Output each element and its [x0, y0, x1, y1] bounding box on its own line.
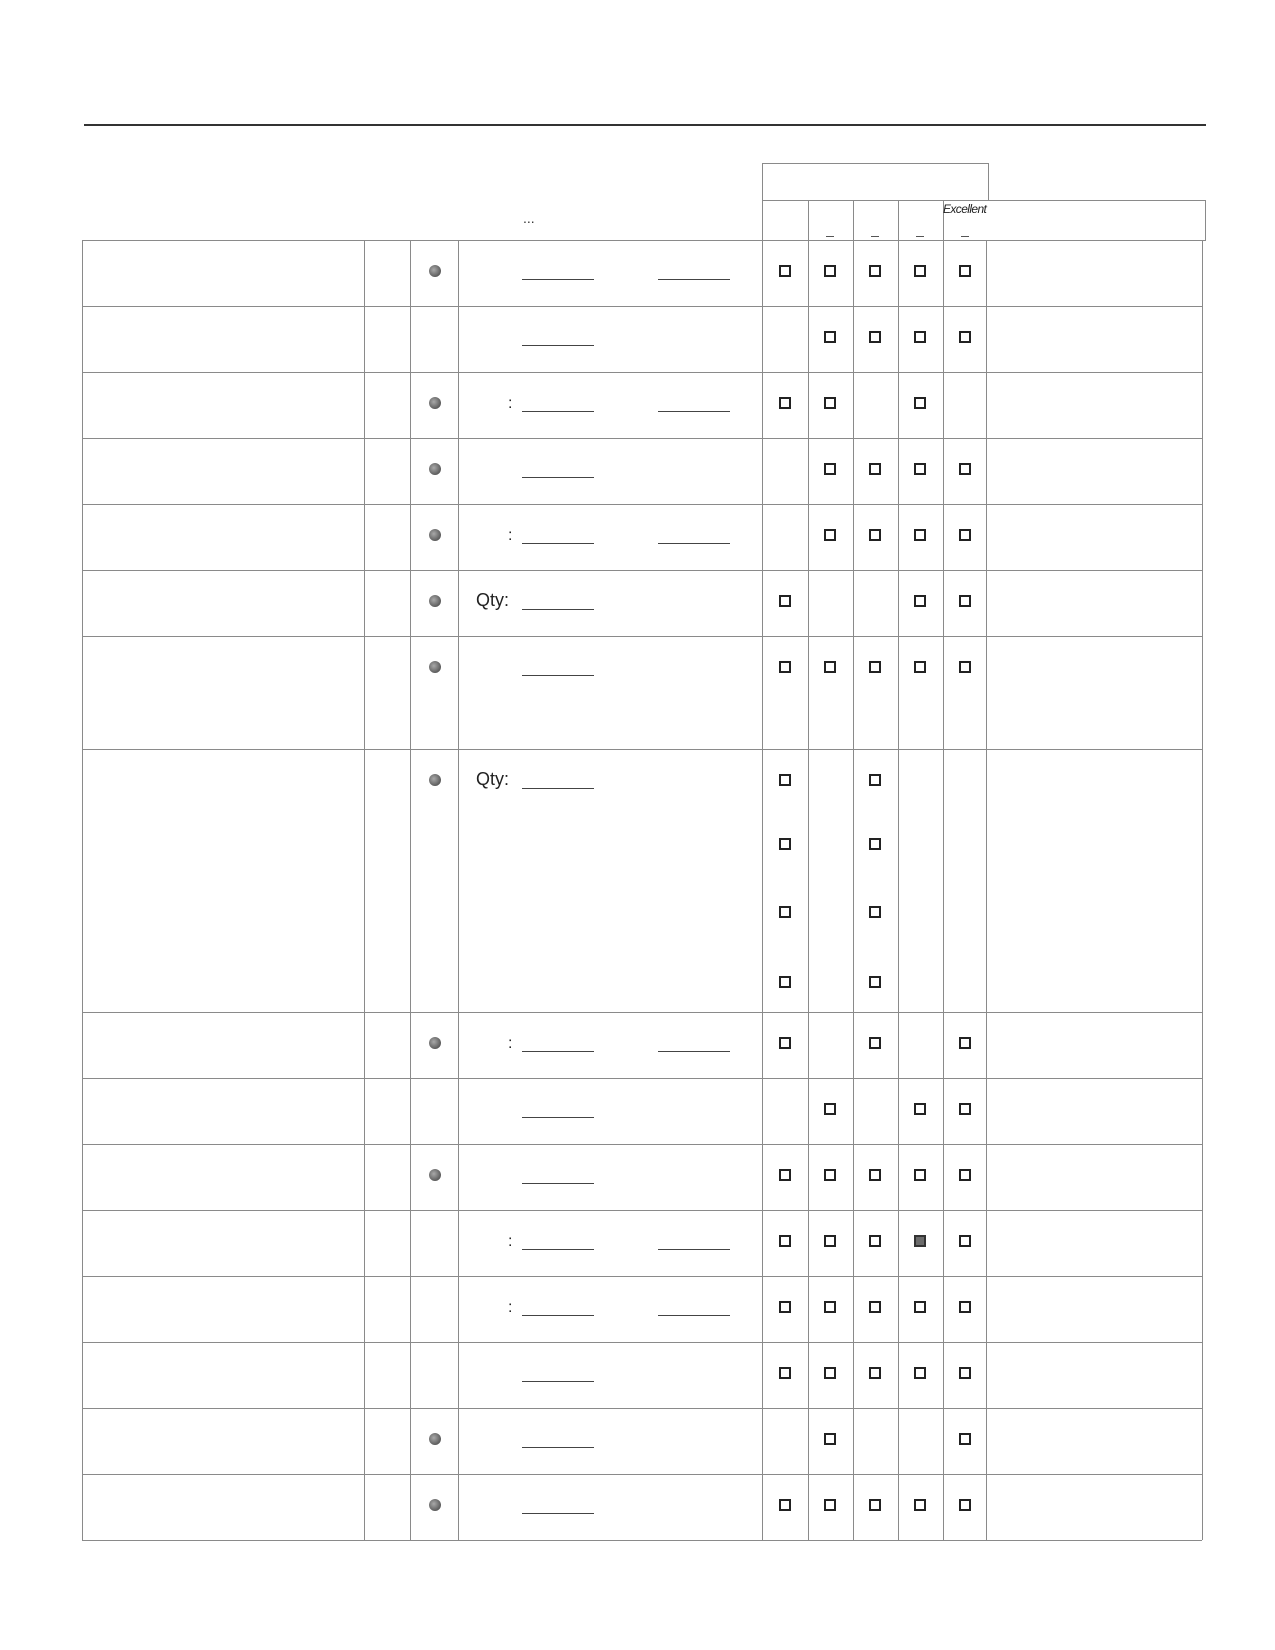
fill-blank[interactable] [522, 1513, 594, 1514]
fill-blank[interactable] [522, 1447, 594, 1448]
column-divider [986, 240, 987, 1540]
rating-checkbox[interactable] [869, 976, 881, 988]
rating-checkbox[interactable] [959, 1235, 971, 1247]
rating-checkbox[interactable] [824, 1169, 836, 1181]
rating-checkbox[interactable] [959, 1433, 971, 1445]
rating-checkbox[interactable] [914, 1301, 926, 1313]
rating-checkbox[interactable] [779, 1037, 791, 1049]
rating-checkbox[interactable] [959, 1367, 971, 1379]
rating-checkbox[interactable] [869, 906, 881, 918]
quantity-blank[interactable] [522, 788, 594, 789]
rating-checkbox[interactable] [779, 906, 791, 918]
filled-circle-marker [429, 397, 441, 409]
column-divider [898, 240, 899, 1540]
row-divider [82, 1144, 1202, 1145]
rating-checkbox[interactable] [959, 661, 971, 673]
rating-checkbox[interactable] [959, 463, 971, 475]
row-divider [82, 504, 1202, 505]
row-divider [82, 749, 1202, 750]
rating-header-tick [826, 236, 834, 237]
rating-checkbox[interactable] [869, 1037, 881, 1049]
fill-colon: : [508, 1299, 513, 1316]
rating-checkbox[interactable] [959, 1103, 971, 1115]
fill-blank[interactable] [522, 411, 594, 412]
fill-blank[interactable] [522, 1183, 594, 1184]
row-divider [82, 636, 1202, 637]
rating-checkbox[interactable] [914, 661, 926, 673]
rating-checkbox[interactable] [869, 1235, 881, 1247]
rating-checkbox[interactable] [914, 463, 926, 475]
rating-checkbox[interactable] [779, 838, 791, 850]
fill-blank[interactable] [522, 1381, 594, 1382]
rating-header-tick [961, 236, 969, 237]
fill-blank[interactable] [658, 543, 730, 544]
rating-checkbox[interactable] [779, 595, 791, 607]
rating-checkbox[interactable] [779, 265, 791, 277]
fill-colon: : [508, 1035, 513, 1052]
row-divider [82, 1276, 1202, 1277]
column-divider [82, 240, 83, 1540]
rating-checkbox[interactable] [869, 838, 881, 850]
quantity-label: Qty: [476, 769, 510, 789]
rating-checkbox[interactable] [869, 331, 881, 343]
rating-checkbox[interactable] [914, 1367, 926, 1379]
quantity-label: Qty: [476, 590, 510, 610]
header-ellipsis: ... [523, 210, 535, 226]
rating-checkbox[interactable] [779, 976, 791, 988]
rating-checkbox[interactable] [779, 1301, 791, 1313]
fill-blank[interactable] [658, 1315, 730, 1316]
filled-circle-marker [429, 463, 441, 475]
rating-checkbox[interactable] [959, 1169, 971, 1181]
fill-blank[interactable] [658, 1249, 730, 1250]
rating-checkbox[interactable] [869, 1367, 881, 1379]
row-divider [82, 1540, 1202, 1541]
rating-checkbox-checked[interactable] [914, 1235, 926, 1247]
rating-checkbox[interactable] [959, 1301, 971, 1313]
column-divider [364, 240, 365, 1540]
rating-checkbox[interactable] [824, 331, 836, 343]
rating-checkbox[interactable] [779, 397, 791, 409]
filled-circle-marker [429, 774, 441, 786]
rating-header-divider [898, 200, 899, 241]
fill-blank[interactable] [522, 543, 594, 544]
fill-blank[interactable] [522, 1249, 594, 1250]
filled-circle-marker [429, 661, 441, 673]
rating-checkbox[interactable] [824, 1235, 836, 1247]
row-divider [82, 1342, 1202, 1343]
filled-circle-marker [429, 595, 441, 607]
rating-checkbox[interactable] [959, 1499, 971, 1511]
fill-blank[interactable] [522, 279, 594, 280]
rating-checkbox[interactable] [869, 265, 881, 277]
rating-checkbox[interactable] [824, 1301, 836, 1313]
column-divider [808, 240, 809, 1540]
rating-checkbox[interactable] [824, 1433, 836, 1445]
fill-blank[interactable] [522, 1117, 594, 1118]
filled-circle-marker [429, 1499, 441, 1511]
row-divider [82, 570, 1202, 571]
row-divider [82, 1078, 1202, 1079]
rating-header-tick [916, 236, 924, 237]
filled-circle-marker [429, 1037, 441, 1049]
filled-circle-marker [429, 265, 441, 277]
filled-circle-marker [429, 1433, 441, 1445]
column-divider [762, 240, 763, 1540]
fill-colon: : [508, 1233, 513, 1250]
row-divider [82, 1474, 1202, 1475]
rating-checkbox[interactable] [959, 265, 971, 277]
rating-checkbox[interactable] [914, 331, 926, 343]
column-divider [853, 240, 854, 1540]
rating-checkbox[interactable] [779, 661, 791, 673]
fill-blank[interactable] [522, 675, 594, 676]
rating-checkbox[interactable] [779, 1169, 791, 1181]
rating-checkbox[interactable] [779, 1367, 791, 1379]
row-divider [82, 1012, 1202, 1013]
fill-blank[interactable] [658, 279, 730, 280]
rating-checkbox[interactable] [824, 529, 836, 541]
rating-checkbox[interactable] [869, 463, 881, 475]
quantity-blank[interactable] [522, 609, 594, 610]
rating-checkbox[interactable] [914, 529, 926, 541]
fill-blank[interactable] [658, 1051, 730, 1052]
rating-checkbox[interactable] [914, 397, 926, 409]
rating-header-divider [808, 200, 809, 241]
fill-blank[interactable] [658, 411, 730, 412]
column-divider [410, 240, 411, 1540]
rating-checkbox[interactable] [869, 1301, 881, 1313]
rating-checkbox[interactable] [779, 1499, 791, 1511]
rating-checkbox[interactable] [914, 265, 926, 277]
column-divider [458, 240, 459, 1540]
rating-checkbox[interactable] [914, 1499, 926, 1511]
rating-checkbox[interactable] [959, 331, 971, 343]
fill-colon: : [508, 527, 513, 544]
rating-header-excellent: Excellent [943, 202, 987, 216]
row-divider [82, 1210, 1202, 1211]
rating-checkbox[interactable] [824, 661, 836, 673]
header-rule [84, 124, 1206, 126]
fill-colon: : [508, 395, 513, 412]
row-divider [82, 438, 1202, 439]
rating-checkbox[interactable] [914, 595, 926, 607]
rating-header-tick [871, 236, 879, 237]
rating-group-header [762, 163, 989, 201]
column-divider [1202, 240, 1203, 1540]
rating-header-divider [853, 200, 854, 241]
column-divider [943, 240, 944, 1540]
rating-checkbox[interactable] [959, 529, 971, 541]
rating-checkbox[interactable] [779, 774, 791, 786]
rating-checkbox[interactable] [869, 1499, 881, 1511]
fill-blank[interactable] [522, 477, 594, 478]
fill-blank[interactable] [522, 1315, 594, 1316]
rating-checkbox[interactable] [779, 1235, 791, 1247]
rating-checkbox[interactable] [869, 774, 881, 786]
rating-checkbox[interactable] [959, 595, 971, 607]
rating-checkbox[interactable] [959, 1037, 971, 1049]
rating-checkbox[interactable] [824, 1367, 836, 1379]
row-divider [82, 306, 1202, 307]
row-divider [82, 1408, 1202, 1409]
filled-circle-marker [429, 1169, 441, 1181]
rating-checkbox[interactable] [824, 463, 836, 475]
rating-checkbox[interactable] [869, 661, 881, 673]
rating-checkbox[interactable] [869, 529, 881, 541]
filled-circle-marker [429, 529, 441, 541]
fill-blank[interactable] [522, 345, 594, 346]
rating-checkbox[interactable] [869, 1169, 881, 1181]
row-divider [82, 372, 1202, 373]
rating-checkbox[interactable] [914, 1169, 926, 1181]
row-divider [82, 240, 1202, 241]
rating-checkbox[interactable] [824, 1103, 836, 1115]
rating-checkbox[interactable] [914, 1103, 926, 1115]
rating-checkbox[interactable] [824, 265, 836, 277]
rating-checkbox[interactable] [824, 397, 836, 409]
rating-checkbox[interactable] [824, 1499, 836, 1511]
fill-blank[interactable] [522, 1051, 594, 1052]
